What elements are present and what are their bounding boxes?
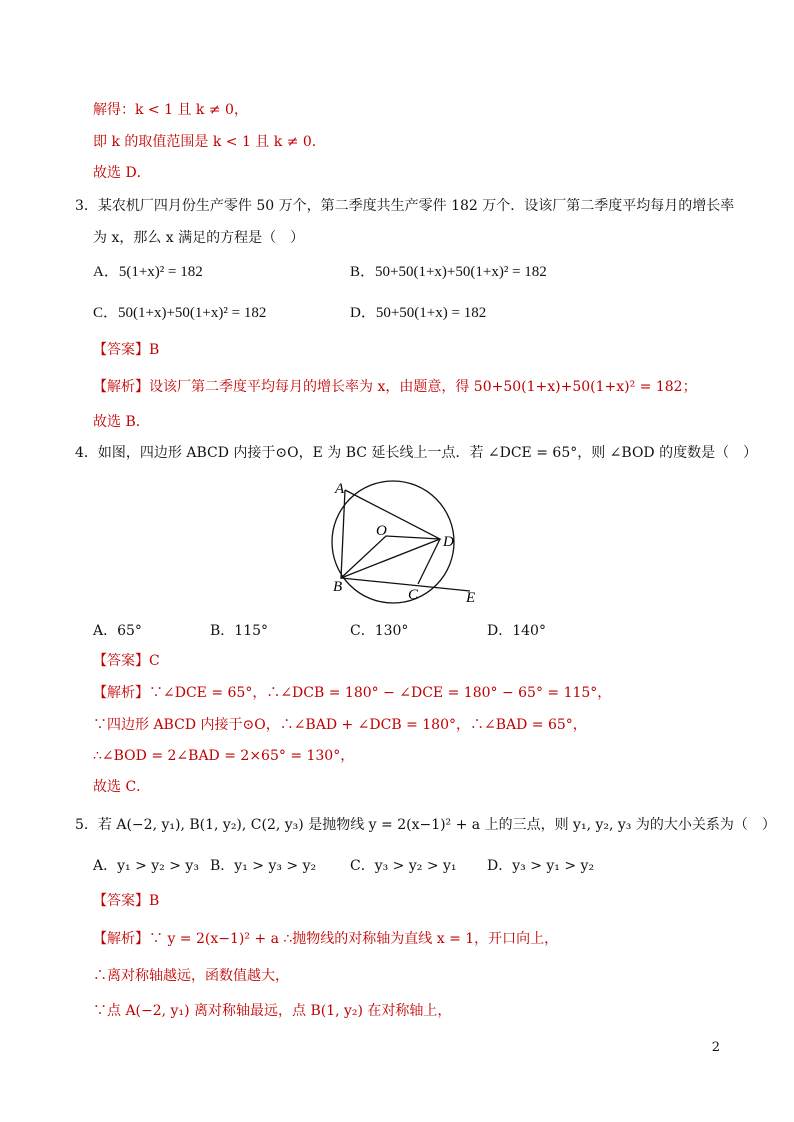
q5-option-a: A．y₁ > y₂ > y₃ [93, 858, 199, 874]
label-e: E [466, 590, 476, 606]
q3-answer: 【答案】B [93, 342, 160, 358]
q4-stem: 4．如图，四边形 ABCD 内接于⊙O，E 为 BC 延长线上一点．若 ∠DCE = 65°，则 ∠BOD 的度数是（ ） [75, 445, 758, 461]
label-b: B [333, 579, 343, 595]
q5-option-d: D．y₃ > y₁ > y₂ [487, 858, 595, 874]
q2-solution-line-2: 即 k 的取值范围是 k < 1 且 k ≠ 0． [93, 134, 326, 150]
q4-option-c: C．130° [350, 623, 409, 639]
circle-quadrilateral-figure [325, 478, 485, 608]
q4-option-b: B．115° [210, 623, 269, 639]
q4-option-d: D．140° [487, 623, 546, 639]
q4-analysis-line-2: ∵四边形 ABCD 内接于⊙O，∴∠BAD + ∠DCB = 180°，∴∠BAD = 65°， [93, 717, 587, 733]
q5-analysis-line-3: ∵点 A(−2, y₁) 离对称轴最远，点 B(1, y₂) 在对称轴上， [93, 1003, 452, 1019]
q4-option-a: A．65° [93, 623, 142, 639]
q3-option-c: C．50(1+x)+50(1+x)² = 182 [93, 305, 267, 321]
q3-option-d: D．50+50(1+x) = 182 [350, 305, 487, 321]
label-d: D [443, 534, 454, 550]
q3-analysis: 【解析】设该厂第二季度平均每月的增长率为 x，由题意，得 50+50(1+x)+50(1+x)² = 182； [93, 379, 697, 395]
q2-solution-line-1: 解得：k < 1 且 k ≠ 0， [93, 102, 248, 118]
circle-o [332, 481, 454, 603]
q3-stem-line-2: 为 x，那么 x 满足的方程是（ ） [93, 230, 305, 246]
q5-answer: 【答案】B [93, 893, 160, 909]
page-number: 2 [711, 1040, 720, 1055]
q5-option-b: B．y₁ > y₃ > y₂ [210, 858, 317, 874]
q5-option-c: C．y₃ > y₂ > y₁ [350, 858, 457, 874]
q4-analysis-line-3: ∴∠BOD = 2∠BAD = 2×65° = 130°， [93, 748, 355, 764]
q4-answer: 【答案】C [93, 653, 160, 669]
q5-analysis-line-1: 【解析】∵ y = 2(x−1)² + a ∴抛物线的对称轴为直线 x = 1，开口向上， [93, 931, 559, 947]
q2-conclusion: 故选 D． [93, 165, 151, 181]
q4-analysis-line-1: 【解析】∵∠DCE = 65°，∴∠DCB = 180° − ∠DCE = 180° − 65° = 115°， [93, 685, 612, 701]
label-a: A [335, 481, 345, 497]
q3-option-b: B．50+50(1+x)+50(1+x)² = 182 [350, 264, 547, 280]
q3-conclusion: 故选 B． [93, 414, 150, 430]
q5-analysis-line-2: ∴离对称轴越远，函数值越大， [93, 968, 289, 984]
q3-option-a: A．5(1+x)² = 182 [93, 264, 203, 280]
line-be [341, 578, 470, 591]
q4-conclusion: 故选 C． [93, 779, 151, 795]
label-c: C [408, 587, 419, 603]
q3-stem-line-1: 3．某农机厂四月份生产零件 50 万个，第二季度共生产零件 182 万个．设该厂第二季度平均每月的增长率 [75, 198, 735, 214]
q5-stem: 5．若 A(−2, y₁), B(1, y₂), C(2, y₃) 是抛物线 y = 2(x−1)² + a 上的三点，则 y₁, y₂, y₃ 为的大小关系为（ ） [75, 817, 776, 833]
label-o: O [376, 523, 387, 539]
